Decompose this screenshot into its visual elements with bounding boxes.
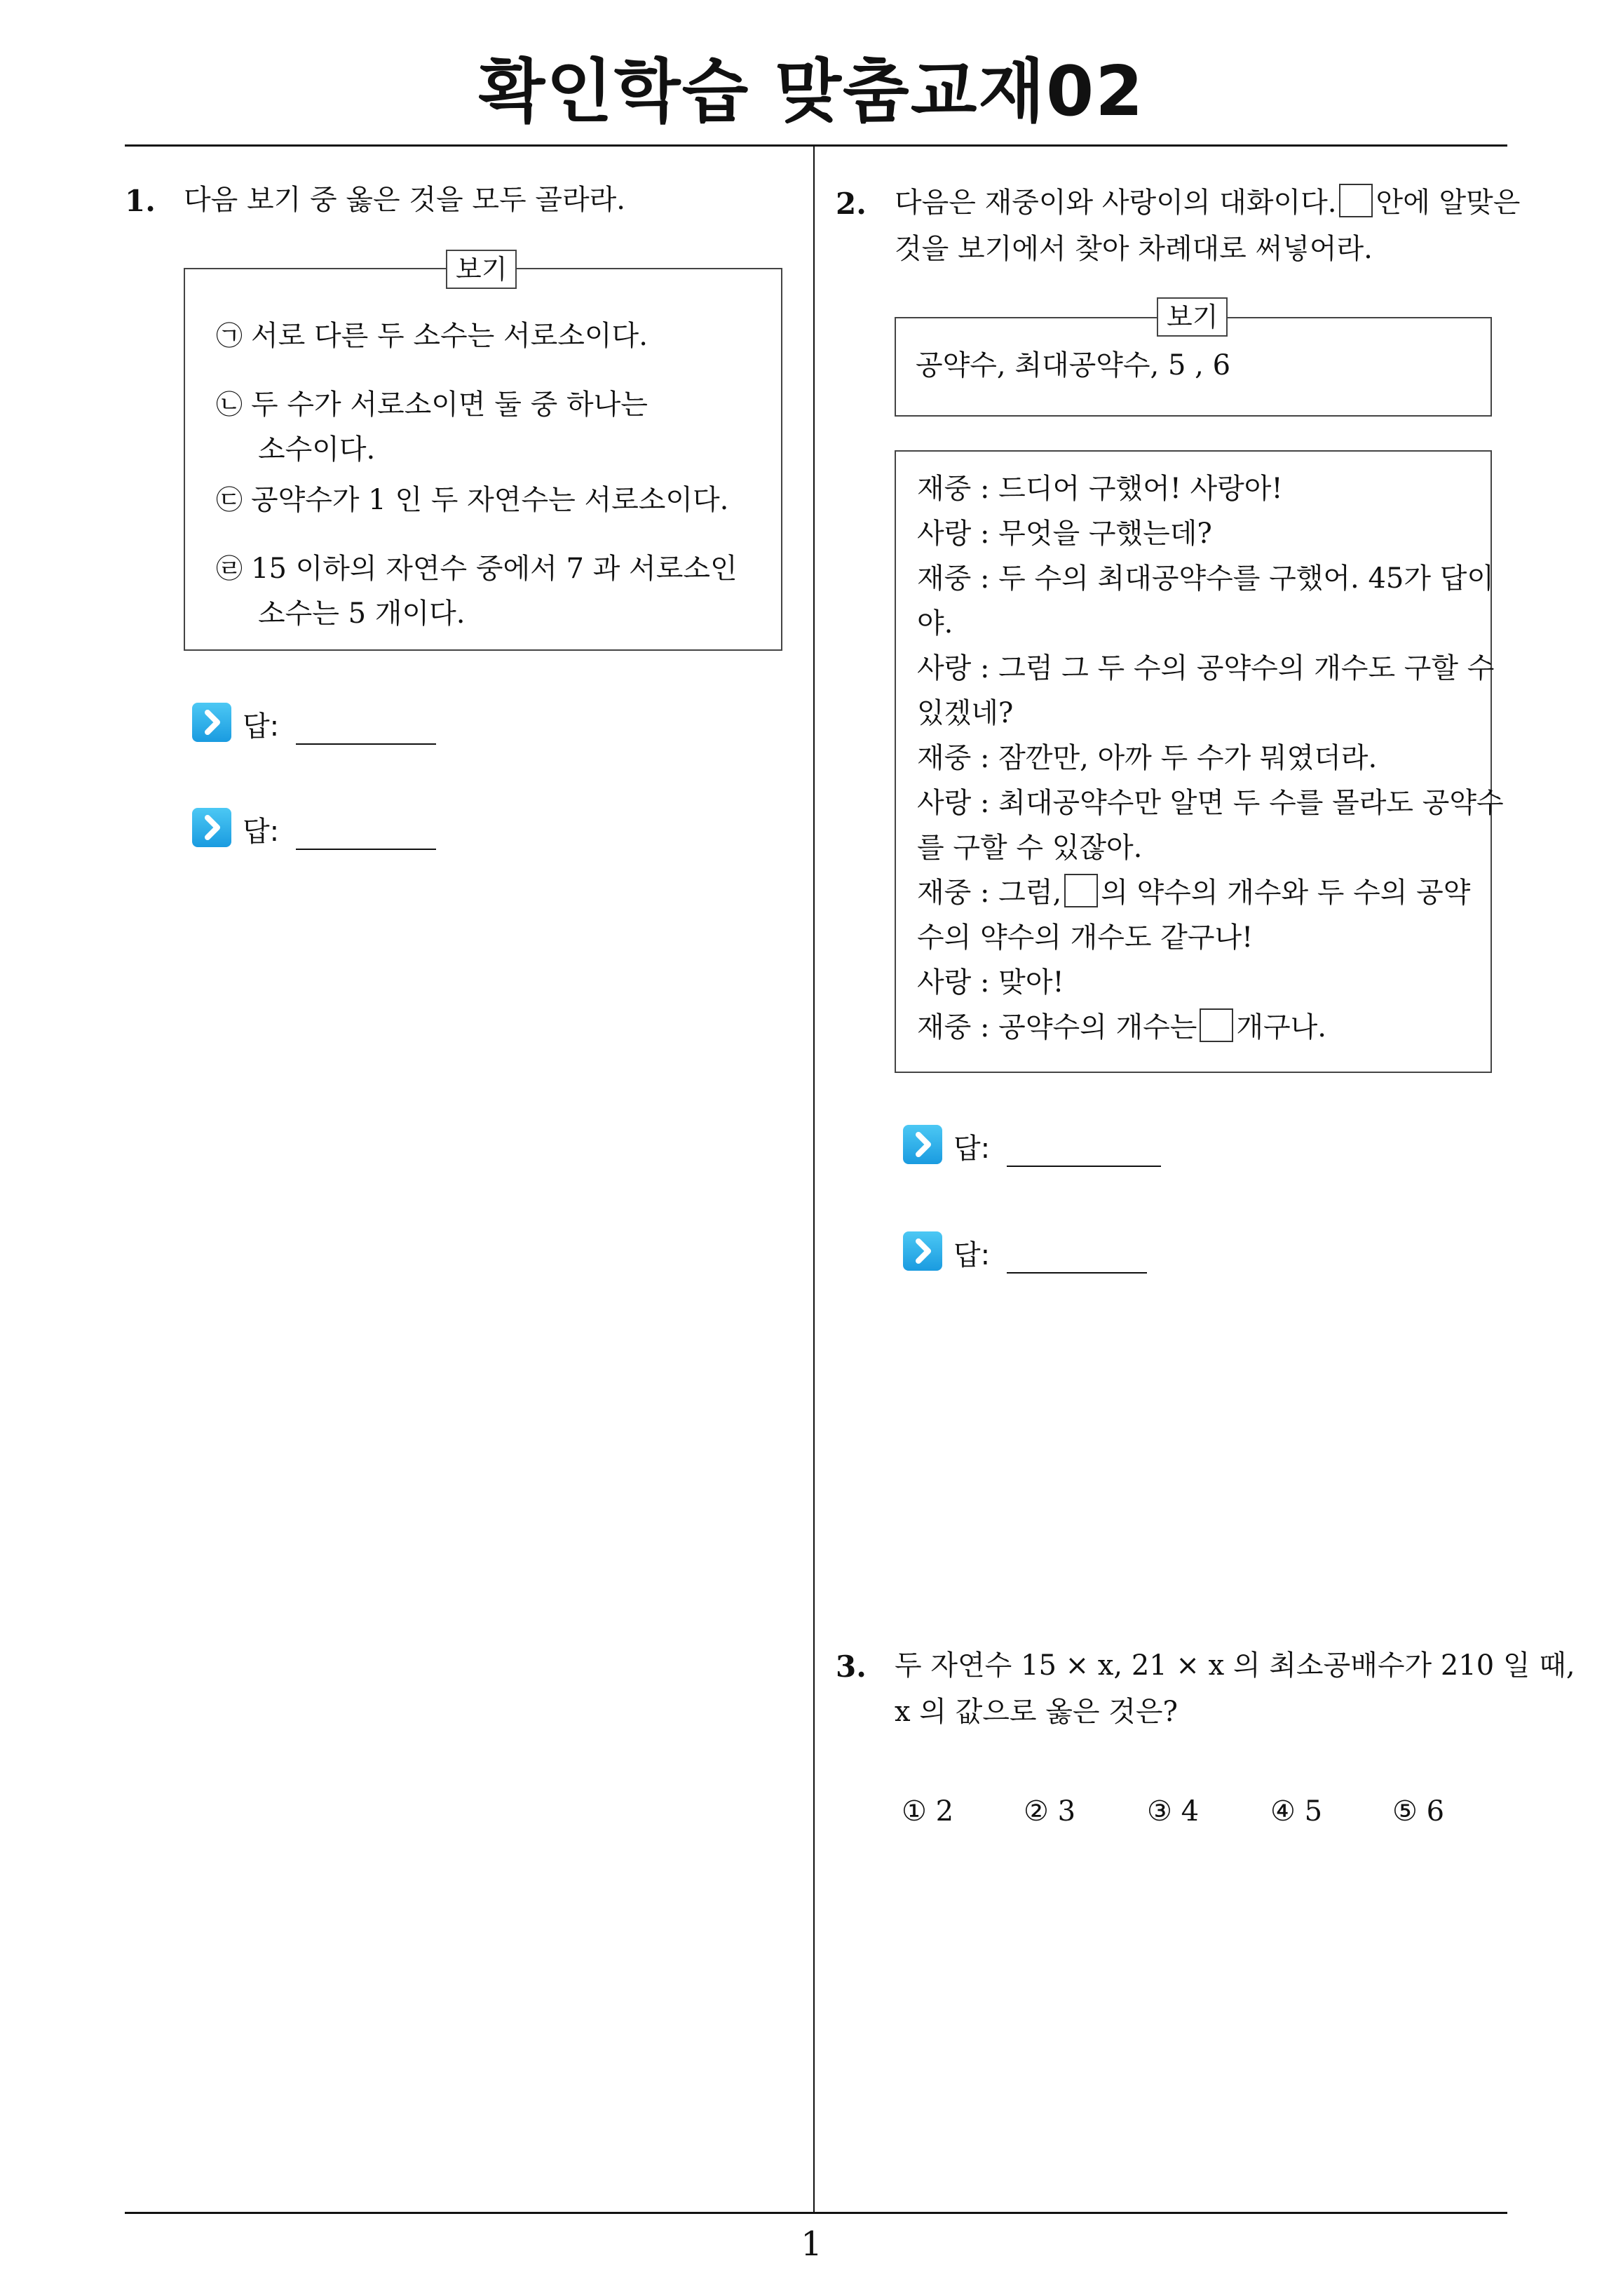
chevron-right-icon <box>192 808 231 847</box>
q1-bogi-box <box>184 254 782 651</box>
q1-question: 다음 보기 중 옳은 것을 모두 골라라. <box>184 184 625 216</box>
chevron-right-icon <box>903 1231 942 1271</box>
q3-number: 3. <box>836 1649 867 1684</box>
q1-item-4-mark: ㉣ <box>216 553 243 584</box>
q3-question-line-1: 두 자연수 15 × x, 21 × x 의 최소공배수가 210 일 때, <box>895 1649 1575 1682</box>
chevron-right-icon <box>192 703 231 742</box>
q3-choice-1[interactable]: ① 2 <box>902 1795 954 1828</box>
q1-item-2-line-1: 두 수가 서로소이면 둘 중 하나는 <box>251 389 648 421</box>
q3-choice-4[interactable]: ④ 5 <box>1270 1795 1323 1828</box>
q1-item-1-line-1: 서로 다른 두 소수는 서로소이다. <box>251 320 648 352</box>
q2-dialog-box <box>895 450 1504 1073</box>
dialog-line-4: 야. <box>917 607 953 640</box>
dialog-line-13-a: 재중 : 공약수의 개수는 <box>917 1011 1197 1044</box>
q1-item-3 <box>216 477 728 523</box>
q1-item-4 <box>216 546 738 592</box>
q1-item-4-line-2: 소수는 5 개이다. <box>258 597 466 630</box>
page-title: 확인학습 맞춤교재02 <box>478 52 1145 132</box>
answer-blank[interactable] <box>296 743 436 745</box>
dialog-line-7: 재중 : 잠깐만, 아까 두 수가 뭐였더라. <box>917 742 1378 774</box>
answer-label: 답: <box>243 710 280 743</box>
q1-item-2-line-2: 소수이다. <box>258 433 376 466</box>
dialog-line-10 <box>917 870 1470 916</box>
q1-item-1-mark: ㉠ <box>216 320 243 351</box>
q2-answer-1[interactable] <box>903 1125 1183 1167</box>
dialog-line-11: 수의 약수의 개수도 같구나! <box>917 921 1254 954</box>
q1-bogi-tag: 보기 <box>446 250 517 289</box>
blank-box <box>1200 1008 1233 1042</box>
q2-question-part-b: 안에 알맞은 <box>1376 187 1521 219</box>
dialog-line-9: 를 구할 수 있잖아. <box>917 832 1143 864</box>
dialog-line-1: 재중 : 드디어 구했어! 사랑아! <box>917 473 1283 505</box>
q2-question-line-1 <box>895 180 1520 226</box>
answer-blank[interactable] <box>1007 1166 1161 1167</box>
footer-rule <box>125 2212 1507 2214</box>
q1-item-3-line-1: 공약수가 1 인 두 자연수는 서로소이다. <box>251 484 729 516</box>
answer-label: 답: <box>243 816 280 848</box>
answer-label: 답: <box>953 1133 991 1165</box>
q2-number: 2. <box>836 187 867 221</box>
q3-choice-5[interactable]: ⑤ 6 <box>1392 1795 1445 1828</box>
q1-answer-2[interactable] <box>192 808 473 850</box>
q3-question-line-2: x 의 값으로 옳은 것은? <box>895 1696 1178 1728</box>
q2-bogi-box <box>895 302 1492 417</box>
answer-blank[interactable] <box>296 849 436 850</box>
dialog-line-13 <box>917 1004 1326 1051</box>
dialog-line-8: 사랑 : 최대공약수만 알면 두 수를 몰라도 공약수 <box>917 787 1504 819</box>
column-divider <box>813 144 815 2212</box>
dialog-line-2: 사랑 : 무엇을 구했는데? <box>917 518 1212 550</box>
q1-item-1 <box>216 313 648 359</box>
chevron-right-icon <box>903 1125 942 1164</box>
dialog-line-6: 있겠네? <box>917 697 1014 729</box>
blank-box <box>1339 184 1373 217</box>
header-rule <box>125 144 1507 147</box>
blank-box <box>1064 874 1098 907</box>
page-number: 1 <box>801 2224 822 2264</box>
q2-question-part-a: 다음은 재중이와 사랑이의 대화이다. <box>895 187 1337 219</box>
q1-item-4-line-1: 15 이하의 자연수 중에서 7 과 서로소인 <box>251 553 738 585</box>
answer-blank[interactable] <box>1007 1272 1147 1274</box>
dialog-line-10-a: 재중 : 그럼, <box>917 877 1062 909</box>
q1-answer-1[interactable] <box>192 703 473 745</box>
answer-label: 답: <box>953 1239 991 1271</box>
q1-number: 1. <box>125 184 156 218</box>
q1-item-3-mark: ㉢ <box>216 485 243 515</box>
dialog-line-13-b: 개구나. <box>1236 1011 1327 1044</box>
dialog-line-10-b: 의 약수의 개수와 두 수의 공약 <box>1101 877 1471 909</box>
dialog-line-3: 재중 : 두 수의 최대공약수를 구했어. 45가 답이 <box>917 562 1494 595</box>
q2-bogi-tag: 보기 <box>1157 297 1228 337</box>
q3-choice-3[interactable]: ③ 4 <box>1147 1795 1200 1828</box>
q3-choice-2[interactable]: ② 3 <box>1024 1795 1076 1828</box>
dialog-line-12: 사랑 : 맞아! <box>917 966 1064 999</box>
q2-question-line-2: 것을 보기에서 찾아 차례대로 써넣어라. <box>895 233 1373 265</box>
dialog-line-5: 사랑 : 그럼 그 두 수의 공약수의 개수도 구할 수 <box>917 652 1495 684</box>
q2-bogi-content: 공약수, 최대공약수, 5 , 6 <box>916 349 1231 381</box>
q2-answer-2[interactable] <box>903 1231 1183 1274</box>
q1-item-2 <box>216 381 648 428</box>
q1-item-2-mark: ㉡ <box>216 389 243 420</box>
